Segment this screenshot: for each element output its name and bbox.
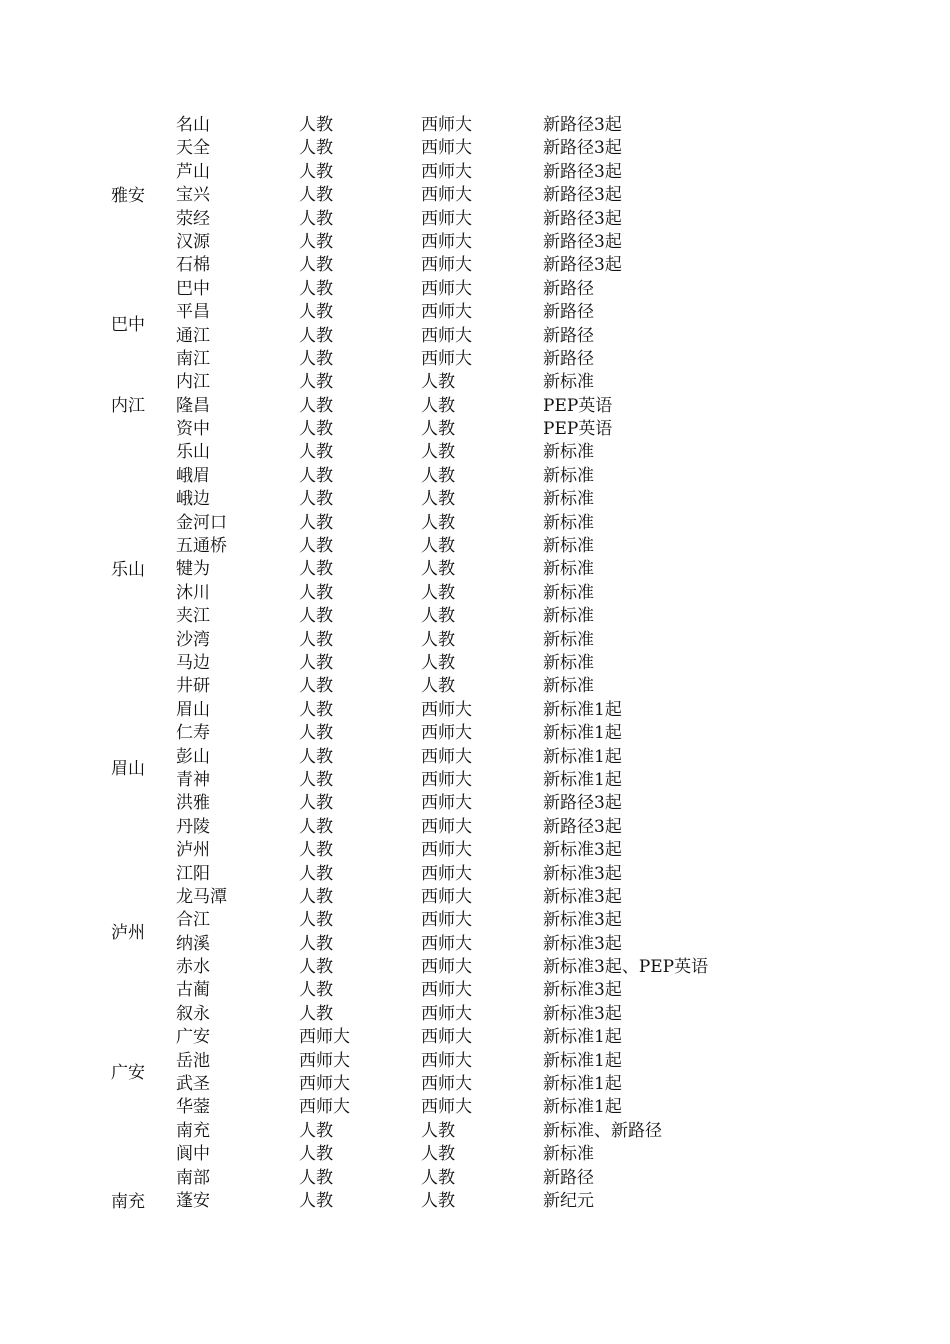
county-cell: 芦山	[176, 161, 210, 182]
county-cell: 平昌	[176, 302, 210, 323]
edition-cell-1: 人教	[299, 161, 333, 182]
edition-cell-3: 新标准1起	[543, 769, 622, 790]
edition-cell-3: 新标准3起	[543, 910, 622, 931]
county-cell: 江阳	[176, 863, 210, 884]
edition-cell-3: 新纪元	[543, 1190, 594, 1211]
edition-cell-3: 新标准3起	[543, 1003, 622, 1024]
region-group	[0, 371, 950, 441]
textbook-table	[0, 114, 950, 1213]
table-row	[0, 605, 950, 628]
county-cell: 通江	[176, 325, 210, 346]
edition-cell-3: 新标准1起	[543, 1050, 622, 1071]
region-label: 雅安	[111, 185, 145, 206]
table-row	[0, 1190, 950, 1213]
edition-cell-2: 西师大	[421, 1050, 472, 1071]
table-row	[0, 488, 950, 511]
table-row	[0, 722, 950, 745]
region-label: 内江	[111, 396, 145, 417]
region-group	[0, 1026, 950, 1120]
county-cell: 龙马潭	[176, 886, 227, 907]
edition-cell-1: 人教	[299, 255, 333, 276]
table-row	[0, 535, 950, 558]
edition-cell-1: 人教	[299, 1003, 333, 1024]
edition-cell-1: 人教	[299, 442, 333, 463]
table-row	[0, 1096, 950, 1119]
edition-cell-1: 人教	[299, 536, 333, 557]
edition-cell-2: 人教	[421, 559, 455, 580]
county-cell: 眉山	[176, 699, 210, 720]
edition-cell-3: 新标准3起	[543, 980, 622, 1001]
edition-cell-3: 新标准	[543, 559, 594, 580]
region-label: 乐山	[111, 560, 145, 581]
county-cell: 峨边	[176, 489, 210, 510]
edition-cell-3: 新路径3起	[543, 793, 622, 814]
county-cell: 丹陵	[176, 816, 210, 837]
edition-cell-3: 新路径3起	[543, 138, 622, 159]
edition-cell-2: 西师大	[421, 933, 472, 954]
edition-cell-1: 人教	[299, 185, 333, 206]
county-cell: 内江	[176, 372, 210, 393]
edition-cell-2: 西师大	[421, 840, 472, 861]
edition-cell-3: PEP英语	[543, 419, 613, 440]
county-cell: 峨眉	[176, 465, 210, 486]
edition-cell-1: 人教	[299, 278, 333, 299]
edition-cell-3: 新标准1起	[543, 1097, 622, 1118]
edition-cell-3: 新标准	[543, 489, 594, 510]
county-cell: 沙湾	[176, 629, 210, 650]
county-cell: 宝兴	[176, 185, 210, 206]
edition-cell-2: 人教	[421, 1144, 455, 1165]
edition-cell-3: 新标准	[543, 629, 594, 650]
edition-cell-3: 新标准	[543, 536, 594, 557]
region-label: 眉山	[111, 758, 145, 779]
table-row	[0, 909, 950, 932]
edition-cell-2: 人教	[421, 372, 455, 393]
county-cell: 叙永	[176, 1003, 210, 1024]
edition-cell-1: 人教	[299, 1144, 333, 1165]
edition-cell-2: 西师大	[421, 957, 472, 978]
edition-cell-1: 人教	[299, 676, 333, 697]
edition-cell-3: 新路径3起	[543, 231, 622, 252]
county-cell: 合江	[176, 910, 210, 931]
county-cell: 汉源	[176, 231, 210, 252]
county-cell: 赤水	[176, 957, 210, 978]
table-row	[0, 161, 950, 184]
edition-cell-1: 西师大	[299, 1074, 350, 1095]
edition-cell-1: 西师大	[299, 1027, 350, 1048]
county-cell: 蓬安	[176, 1190, 210, 1211]
edition-cell-3: 新路径3起	[543, 816, 622, 837]
edition-cell-2: 西师大	[421, 325, 472, 346]
table-row	[0, 348, 950, 371]
table-row	[0, 371, 950, 394]
table-row	[0, 465, 950, 488]
table-row	[0, 1073, 950, 1096]
county-cell: 夹江	[176, 606, 210, 627]
county-cell: 犍为	[176, 559, 210, 580]
county-cell: 华蓥	[176, 1097, 210, 1118]
table-row	[0, 979, 950, 1002]
edition-cell-2: 人教	[421, 536, 455, 557]
edition-cell-2: 西师大	[421, 886, 472, 907]
edition-cell-1: 人教	[299, 419, 333, 440]
county-cell: 名山	[176, 115, 210, 135]
table-row	[0, 839, 950, 862]
table-row	[0, 512, 950, 535]
edition-cell-1: 西师大	[299, 1097, 350, 1118]
edition-cell-1: 人教	[299, 793, 333, 814]
edition-cell-3: 新标准	[543, 372, 594, 393]
table-row	[0, 652, 950, 675]
county-cell: 马边	[176, 652, 210, 673]
table-row	[0, 1143, 950, 1166]
table-row	[0, 792, 950, 815]
edition-cell-2: 西师大	[421, 115, 472, 135]
edition-cell-1: 人教	[299, 1120, 333, 1141]
county-cell: 洪雅	[176, 793, 210, 814]
edition-cell-2: 西师大	[421, 278, 472, 299]
table-row	[0, 1026, 950, 1049]
edition-cell-2: 人教	[421, 419, 455, 440]
edition-cell-1: 人教	[299, 231, 333, 252]
table-row	[0, 746, 950, 769]
table-row	[0, 1120, 950, 1143]
edition-cell-2: 西师大	[421, 348, 472, 369]
edition-cell-2: 西师大	[421, 161, 472, 182]
edition-cell-2: 西师大	[421, 910, 472, 931]
edition-cell-1: 人教	[299, 1190, 333, 1211]
region-group	[0, 441, 950, 698]
county-cell: 仁寿	[176, 723, 210, 744]
region-group	[0, 699, 950, 839]
table-row	[0, 699, 950, 722]
county-cell: 荥经	[176, 208, 210, 229]
edition-cell-1: 西师大	[299, 1050, 350, 1071]
county-cell: 彭山	[176, 746, 210, 767]
edition-cell-1: 人教	[299, 302, 333, 323]
edition-cell-2: 西师大	[421, 1027, 472, 1048]
edition-cell-2: 西师大	[421, 1074, 472, 1095]
edition-cell-3: 新标准3起	[543, 840, 622, 861]
edition-cell-3: 新标准1起	[543, 1027, 622, 1048]
table-row	[0, 137, 950, 160]
edition-cell-3: 新标准	[543, 676, 594, 697]
edition-cell-2: 西师大	[421, 1097, 472, 1118]
table-row	[0, 441, 950, 464]
edition-cell-2: 西师大	[421, 980, 472, 1001]
table-row	[0, 231, 950, 254]
edition-cell-3: 新路径	[543, 1167, 594, 1188]
table-row	[0, 933, 950, 956]
edition-cell-1: 人教	[299, 629, 333, 650]
edition-cell-2: 西师大	[421, 863, 472, 884]
edition-cell-1: 人教	[299, 512, 333, 533]
table-row	[0, 863, 950, 886]
edition-cell-3: 新标准1起	[543, 746, 622, 767]
edition-cell-1: 人教	[299, 840, 333, 861]
county-cell: 五通桥	[176, 536, 227, 557]
edition-cell-1: 人教	[299, 489, 333, 510]
edition-cell-2: 人教	[421, 1190, 455, 1211]
county-cell: 武圣	[176, 1074, 210, 1095]
edition-cell-1: 人教	[299, 465, 333, 486]
edition-cell-2: 人教	[421, 512, 455, 533]
table-row	[0, 418, 950, 441]
county-cell: 古蔺	[176, 980, 210, 1001]
edition-cell-3: 新路径3起	[543, 208, 622, 229]
county-cell: 隆昌	[176, 395, 210, 416]
edition-cell-2: 人教	[421, 1167, 455, 1188]
edition-cell-2: 西师大	[421, 208, 472, 229]
edition-cell-1: 人教	[299, 348, 333, 369]
table-row	[0, 956, 950, 979]
edition-cell-2: 人教	[421, 489, 455, 510]
table-row	[0, 582, 950, 605]
region-group	[0, 278, 950, 372]
edition-cell-2: 西师大	[421, 793, 472, 814]
edition-cell-3: PEP英语	[543, 395, 613, 416]
edition-cell-1: 人教	[299, 582, 333, 603]
edition-cell-3: 新标准	[543, 465, 594, 486]
table-row	[0, 208, 950, 231]
edition-cell-2: 人教	[421, 1120, 455, 1141]
county-cell: 资中	[176, 419, 210, 440]
edition-cell-2: 西师大	[421, 746, 472, 767]
table-row	[0, 886, 950, 909]
edition-cell-1: 人教	[299, 138, 333, 159]
edition-cell-3: 新标准	[543, 442, 594, 463]
table-row	[0, 629, 950, 652]
edition-cell-2: 人教	[421, 582, 455, 603]
county-cell: 石棉	[176, 255, 210, 276]
edition-cell-2: 人教	[421, 629, 455, 650]
county-cell: 纳溪	[176, 933, 210, 954]
edition-cell-3: 新路径	[543, 278, 594, 299]
county-cell: 井研	[176, 676, 210, 697]
edition-cell-3: 新路径	[543, 348, 594, 369]
edition-cell-3: 新标准1起	[543, 1074, 622, 1095]
county-cell: 广安	[176, 1027, 210, 1048]
edition-cell-3: 新标准	[543, 606, 594, 627]
edition-cell-3: 新路径	[543, 302, 594, 323]
table-row	[0, 184, 950, 207]
county-cell: 青神	[176, 769, 210, 790]
edition-cell-2: 人教	[421, 442, 455, 463]
edition-cell-1: 人教	[299, 325, 333, 346]
table-row	[0, 816, 950, 839]
edition-cell-3: 新路径	[543, 325, 594, 346]
edition-cell-2: 人教	[421, 652, 455, 673]
edition-cell-3: 新标准3起、PEP英语	[543, 957, 709, 978]
table-row	[0, 325, 950, 348]
edition-cell-2: 西师大	[421, 699, 472, 720]
edition-cell-2: 人教	[421, 395, 455, 416]
edition-cell-2: 人教	[421, 465, 455, 486]
edition-cell-3: 新路径3起	[543, 115, 622, 135]
county-cell: 巴中	[176, 278, 210, 299]
edition-cell-1: 人教	[299, 395, 333, 416]
edition-cell-1: 人教	[299, 723, 333, 744]
edition-cell-2: 西师大	[421, 769, 472, 790]
county-cell: 天全	[176, 138, 210, 159]
edition-cell-3: 新标准、新路径	[543, 1120, 662, 1141]
edition-cell-3: 新路径3起	[543, 255, 622, 276]
edition-cell-3: 新路径3起	[543, 161, 622, 182]
edition-cell-1: 人教	[299, 208, 333, 229]
county-cell: 南江	[176, 348, 210, 369]
region-label: 广安	[111, 1063, 145, 1084]
edition-cell-3: 新标准3起	[543, 933, 622, 954]
edition-cell-1: 人教	[299, 606, 333, 627]
edition-cell-1: 人教	[299, 652, 333, 673]
county-cell: 乐山	[176, 442, 210, 463]
edition-cell-1: 人教	[299, 372, 333, 393]
region-group	[0, 839, 950, 1026]
table-row	[0, 1050, 950, 1073]
region-label: 巴中	[111, 314, 145, 335]
edition-cell-2: 西师大	[421, 816, 472, 837]
edition-cell-3: 新标准	[543, 1144, 594, 1165]
table-row	[0, 769, 950, 792]
edition-cell-3: 新标准3起	[543, 863, 622, 884]
edition-cell-1: 人教	[299, 910, 333, 931]
edition-cell-1: 人教	[299, 1167, 333, 1188]
table-row	[0, 558, 950, 581]
edition-cell-3: 新标准	[543, 512, 594, 533]
edition-cell-2: 西师大	[421, 723, 472, 744]
edition-cell-1: 人教	[299, 816, 333, 837]
edition-cell-3: 新标准	[543, 652, 594, 673]
edition-cell-2: 西师大	[421, 185, 472, 206]
county-cell: 泸州	[176, 840, 210, 861]
region-group	[0, 1120, 950, 1214]
edition-cell-3: 新标准1起	[543, 699, 622, 720]
edition-cell-2: 西师大	[421, 302, 472, 323]
edition-cell-3: 新标准	[543, 582, 594, 603]
table-row	[0, 278, 950, 301]
county-cell: 金河口	[176, 512, 227, 533]
county-cell: 阆中	[176, 1144, 210, 1165]
edition-cell-1: 人教	[299, 886, 333, 907]
table-row	[0, 675, 950, 698]
edition-cell-2: 人教	[421, 676, 455, 697]
edition-cell-1: 人教	[299, 957, 333, 978]
edition-cell-2: 西师大	[421, 1003, 472, 1024]
table-row	[0, 254, 950, 277]
edition-cell-3: 新路径3起	[543, 185, 622, 206]
edition-cell-2: 西师大	[421, 255, 472, 276]
table-row	[0, 395, 950, 418]
edition-cell-1: 人教	[299, 699, 333, 720]
edition-cell-3: 新标准3起	[543, 886, 622, 907]
county-cell: 南充	[176, 1120, 210, 1141]
edition-cell-2: 人教	[421, 606, 455, 627]
edition-cell-1: 人教	[299, 769, 333, 790]
edition-cell-1: 人教	[299, 980, 333, 1001]
table-row	[0, 1167, 950, 1190]
region-label: 泸州	[111, 922, 145, 943]
edition-cell-1: 人教	[299, 115, 333, 135]
region-label: 南充	[111, 1191, 145, 1212]
edition-cell-2: 西师大	[421, 231, 472, 252]
table-row	[0, 1003, 950, 1026]
region-group	[0, 114, 950, 278]
table-row	[0, 114, 950, 137]
table-row	[0, 301, 950, 324]
county-cell: 岳池	[176, 1050, 210, 1071]
edition-cell-1: 人教	[299, 863, 333, 884]
edition-cell-1: 人教	[299, 746, 333, 767]
edition-cell-1: 人教	[299, 559, 333, 580]
edition-cell-2: 西师大	[421, 138, 472, 159]
county-cell: 南部	[176, 1167, 210, 1188]
county-cell: 沐川	[176, 582, 210, 603]
edition-cell-1: 人教	[299, 933, 333, 954]
edition-cell-3: 新标准1起	[543, 723, 622, 744]
